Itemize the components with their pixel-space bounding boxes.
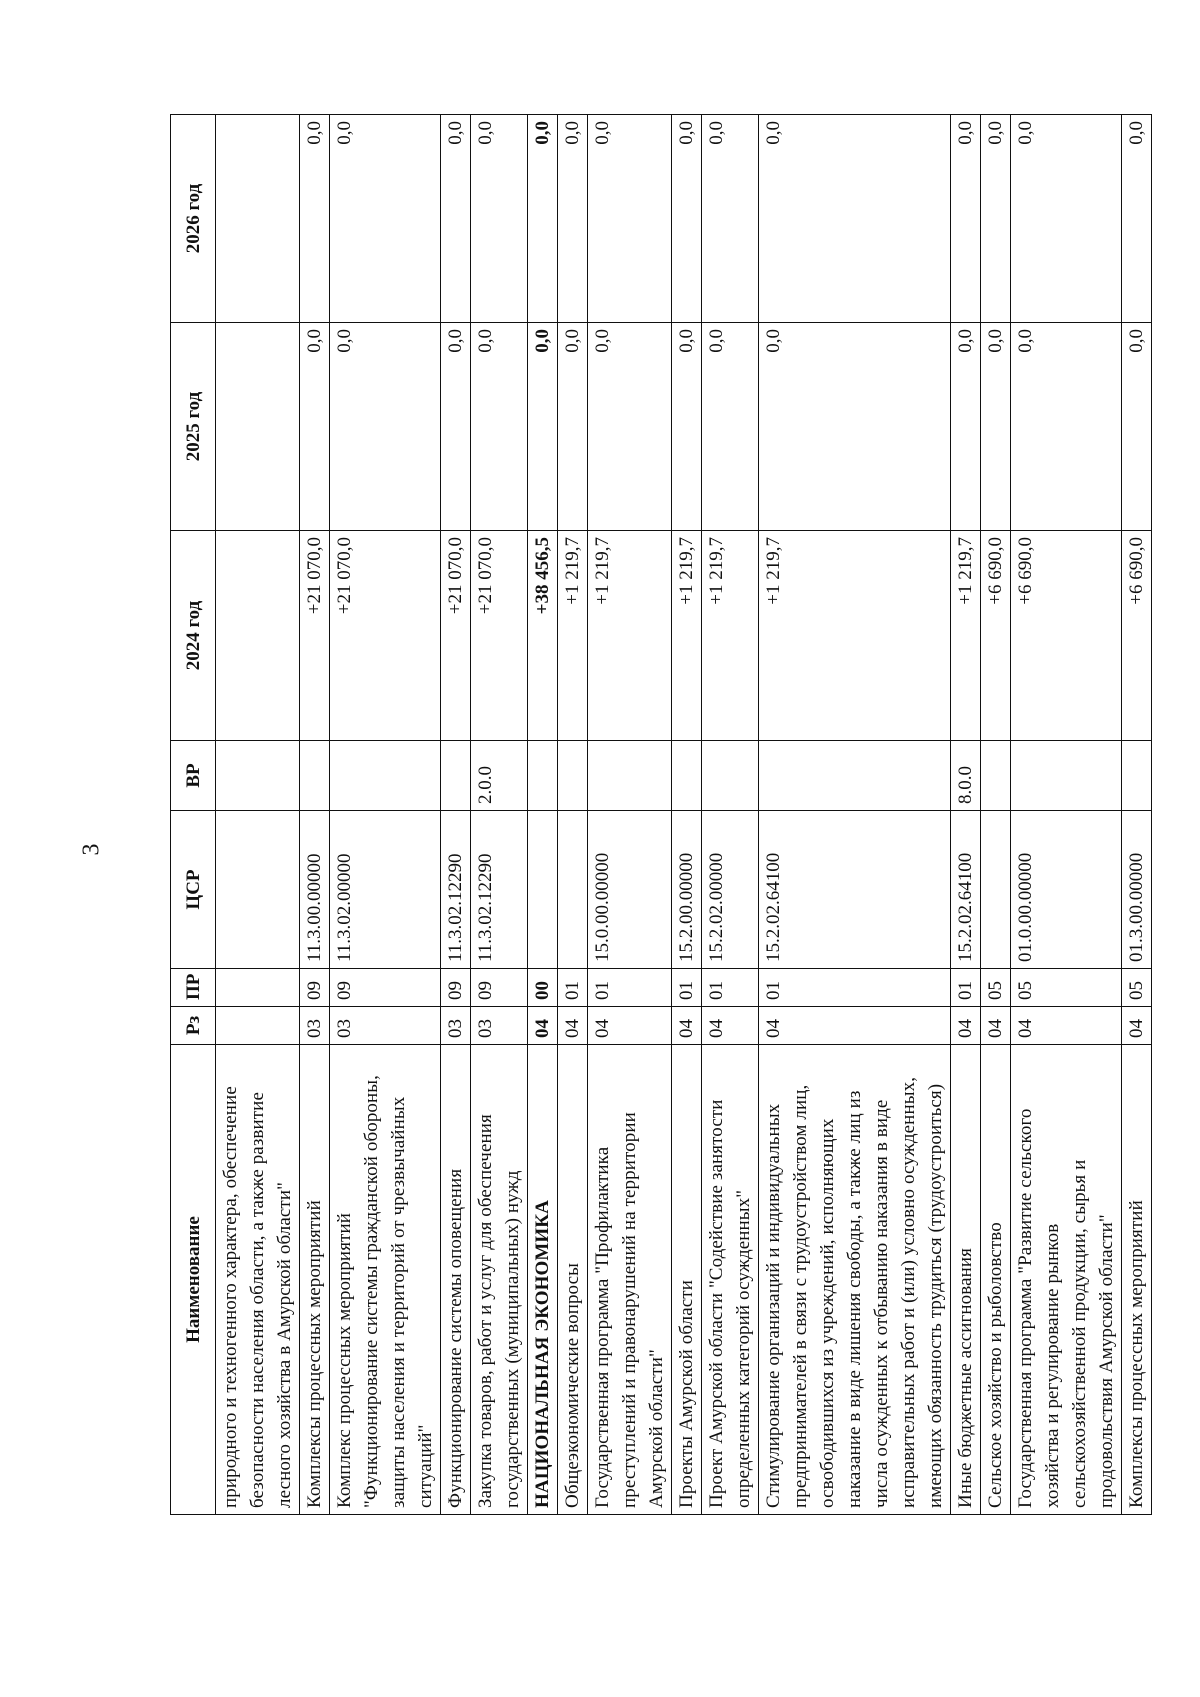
- cell-name: Комплекс процессных мероприятий "Функционирование системы гражданской обороны, защиты населения и территорий от чрезвычайных ситуаций": [330, 1045, 441, 1515]
- cell-vr: 8.0.0: [951, 741, 981, 811]
- cell-csr: [558, 811, 588, 969]
- cell-2025: 0,0: [330, 323, 441, 531]
- cell-2024: +38 456,5: [528, 531, 558, 741]
- cell-pr: 09: [300, 969, 330, 1007]
- cell-csr: 11.3.02.12290: [441, 811, 471, 969]
- cell-2024: [216, 531, 300, 741]
- cell-name: Сельское хозяйство и рыболовство: [981, 1045, 1011, 1515]
- cell-2025: 0,0: [981, 323, 1011, 531]
- cell-vr: 2.0.0: [471, 741, 528, 811]
- cell-2026: 0,0: [471, 115, 528, 323]
- cell-rz: 04: [528, 1007, 558, 1045]
- cell-2024: +1 219,7: [558, 531, 588, 741]
- cell-name: Иные бюджетные ассигнования: [951, 1045, 981, 1515]
- cell-2025: 0,0: [300, 323, 330, 531]
- cell-2026: [216, 115, 300, 323]
- budget-table: [170, 114, 1152, 1515]
- cell-vr: [528, 741, 558, 811]
- cell-name: природного и техногенного характера, обеспечение безопасности населения области, а также развитие лесного хозяйства в Амурской области": [216, 1045, 300, 1515]
- cell-name: НАЦИОНАЛЬНАЯ ЭКОНОМИКА: [528, 1045, 558, 1515]
- cell-pr: 01: [558, 969, 588, 1007]
- cell-csr: 15.2.00.00000: [672, 811, 702, 969]
- cell-pr: 05: [1011, 969, 1122, 1007]
- cell-2025: 0,0: [1011, 323, 1122, 531]
- cell-vr: [588, 741, 672, 811]
- cell-rz: 04: [702, 1007, 759, 1045]
- cell-rz: 04: [558, 1007, 588, 1045]
- cell-rz: 04: [951, 1007, 981, 1045]
- cell-2024: +21 070,0: [330, 531, 441, 741]
- table-row: [951, 115, 981, 1515]
- cell-2026: 0,0: [702, 115, 759, 323]
- rotated-table-container: [170, 115, 1147, 1515]
- cell-2026: 0,0: [558, 115, 588, 323]
- table-row: [759, 115, 951, 1515]
- table-row: [471, 115, 528, 1515]
- cell-name: Функционирование системы оповещения: [441, 1045, 471, 1515]
- cell-vr: [702, 741, 759, 811]
- cell-2026: 0,0: [300, 115, 330, 323]
- header-2024: 2024 год: [171, 531, 216, 741]
- cell-rz: 03: [330, 1007, 441, 1045]
- cell-2025: 0,0: [558, 323, 588, 531]
- cell-vr: [981, 741, 1011, 811]
- cell-vr: [330, 741, 441, 811]
- header-2025: 2025 год: [171, 323, 216, 531]
- cell-2025: 0,0: [528, 323, 558, 531]
- table-row: [528, 115, 558, 1515]
- cell-vr: [759, 741, 951, 811]
- cell-2024: +21 070,0: [300, 531, 330, 741]
- table-row: [300, 115, 330, 1515]
- cell-name: Государственная программа "Развитие сельского хозяйства и регулирование рынков сельскохозяйственной продукции, сырья и продовольствия Амурской области": [1011, 1045, 1122, 1515]
- cell-rz: [216, 1007, 300, 1045]
- cell-2024: +21 070,0: [441, 531, 471, 741]
- cell-pr: 01: [951, 969, 981, 1007]
- cell-csr: [216, 811, 300, 969]
- cell-pr: 01: [588, 969, 672, 1007]
- header-vr: ВР: [171, 741, 216, 811]
- cell-csr: 15.0.00.00000: [588, 811, 672, 969]
- cell-2024: +6 690,0: [1011, 531, 1122, 741]
- table-row: [1122, 115, 1152, 1515]
- cell-pr: 09: [471, 969, 528, 1007]
- header-2026: 2026 год: [171, 115, 216, 323]
- cell-pr: 05: [1122, 969, 1152, 1007]
- cell-csr: 01.3.00.00000: [1122, 811, 1152, 969]
- cell-vr: [1011, 741, 1122, 811]
- cell-name: Общеэкономические вопросы: [558, 1045, 588, 1515]
- table-row: [588, 115, 672, 1515]
- cell-pr: 01: [702, 969, 759, 1007]
- cell-2025: 0,0: [759, 323, 951, 531]
- cell-csr: 01.0.00.00000: [1011, 811, 1122, 969]
- cell-2024: +21 070,0: [471, 531, 528, 741]
- cell-name: Проект Амурской области "Содействие занятости определенных категорий осужденных": [702, 1045, 759, 1515]
- cell-2026: 0,0: [528, 115, 558, 323]
- cell-rz: 04: [981, 1007, 1011, 1045]
- cell-2024: +1 219,7: [702, 531, 759, 741]
- cell-2024: +1 219,7: [759, 531, 951, 741]
- table-row: [558, 115, 588, 1515]
- cell-csr: [981, 811, 1011, 969]
- cell-pr: 09: [330, 969, 441, 1007]
- table-row: [702, 115, 759, 1515]
- cell-rz: 04: [759, 1007, 951, 1045]
- cell-vr: [1122, 741, 1152, 811]
- cell-2024: +1 219,7: [588, 531, 672, 741]
- cell-csr: 15.2.02.64100: [759, 811, 951, 969]
- cell-csr: 11.3.00.00000: [300, 811, 330, 969]
- cell-pr: 09: [441, 969, 471, 1007]
- cell-2025: 0,0: [471, 323, 528, 531]
- cell-2025: [216, 323, 300, 531]
- header-csr: ЦСР: [171, 811, 216, 969]
- cell-2026: 0,0: [330, 115, 441, 323]
- cell-rz: 04: [672, 1007, 702, 1045]
- cell-2026: 0,0: [951, 115, 981, 323]
- cell-2026: 0,0: [1122, 115, 1152, 323]
- cell-rz: 04: [588, 1007, 672, 1045]
- cell-pr: 05: [981, 969, 1011, 1007]
- table-row: [330, 115, 441, 1515]
- cell-pr: [216, 969, 300, 1007]
- cell-2026: 0,0: [759, 115, 951, 323]
- cell-2025: 0,0: [951, 323, 981, 531]
- cell-csr: [528, 811, 558, 969]
- cell-vr: [441, 741, 471, 811]
- cell-vr: [216, 741, 300, 811]
- header-pr: ПР: [171, 969, 216, 1007]
- cell-2024: +1 219,7: [672, 531, 702, 741]
- cell-2026: 0,0: [441, 115, 471, 323]
- cell-name: Государственная программа "Профилактика преступлений и правонарушений на территории Амурской области": [588, 1045, 672, 1515]
- cell-rz: 04: [1011, 1007, 1122, 1045]
- page-number: 3: [78, 843, 105, 856]
- table-row: [216, 115, 300, 1515]
- cell-pr: 01: [759, 969, 951, 1007]
- cell-csr: 11.3.02.00000: [330, 811, 441, 969]
- header-name: Наименование: [171, 1045, 216, 1515]
- cell-2025: 0,0: [441, 323, 471, 531]
- cell-name: Комплексы процессных мероприятий: [1122, 1045, 1152, 1515]
- cell-vr: [300, 741, 330, 811]
- cell-csr: 15.2.02.00000: [702, 811, 759, 969]
- table-body: [216, 115, 1152, 1515]
- cell-rz: 04: [1122, 1007, 1152, 1045]
- cell-csr: 15.2.02.64100: [951, 811, 981, 969]
- cell-rz: 03: [471, 1007, 528, 1045]
- cell-name: Стимулирование организаций и индивидуальных предпринимателей в связи с трудоустройством лиц, освободившихся из учреждений, исполняющих наказание в виде лишения свободы, а также лиц из числа осужденных к отбыванию наказания в виде исправительных работ и (или) условно осужденных, имеющих обязанность трудиться (трудоустроиться): [759, 1045, 951, 1515]
- cell-vr: [558, 741, 588, 811]
- cell-2026: 0,0: [1011, 115, 1122, 323]
- cell-rz: 03: [441, 1007, 471, 1045]
- table-header-row: [171, 115, 216, 1515]
- cell-2024: +1 219,7: [951, 531, 981, 741]
- cell-2026: 0,0: [588, 115, 672, 323]
- cell-2026: 0,0: [981, 115, 1011, 323]
- cell-name: Проекты Амурской области: [672, 1045, 702, 1515]
- cell-2025: 0,0: [702, 323, 759, 531]
- cell-pr: 01: [672, 969, 702, 1007]
- table-row: [672, 115, 702, 1515]
- cell-2025: 0,0: [588, 323, 672, 531]
- cell-2024: +6 690,0: [1122, 531, 1152, 741]
- cell-rz: 03: [300, 1007, 330, 1045]
- table-row: [441, 115, 471, 1515]
- table-row: [1011, 115, 1122, 1515]
- cell-2026: 0,0: [672, 115, 702, 323]
- cell-name: Закупка товаров, работ и услуг для обеспечения государственных (муниципальных) нужд: [471, 1045, 528, 1515]
- cell-2025: 0,0: [672, 323, 702, 531]
- cell-csr: 11.3.02.12290: [471, 811, 528, 969]
- cell-pr: 00: [528, 969, 558, 1007]
- cell-vr: [672, 741, 702, 811]
- table-row: [981, 115, 1011, 1515]
- cell-2025: 0,0: [1122, 323, 1152, 531]
- cell-name: Комплексы процессных мероприятий: [300, 1045, 330, 1515]
- header-rz: Рз: [171, 1007, 216, 1045]
- cell-2024: +6 690,0: [981, 531, 1011, 741]
